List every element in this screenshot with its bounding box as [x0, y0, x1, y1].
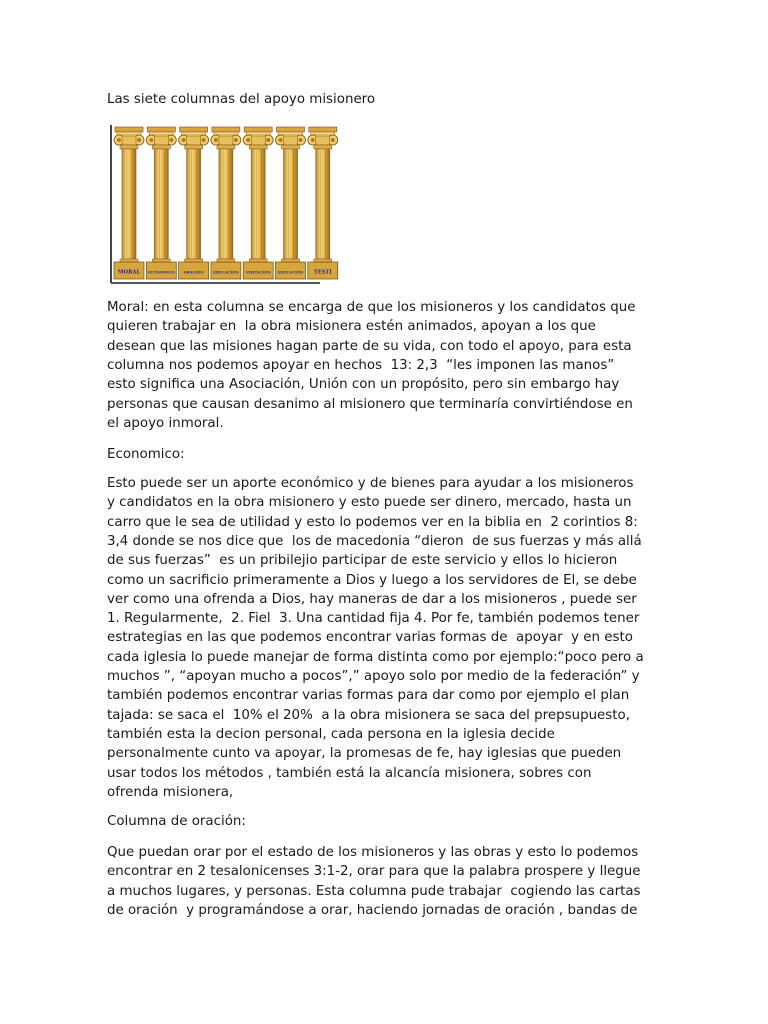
economico-line: 3,4 donde se nos dice que los de macedonia “dieron de sus fuerzas y más allá	[107, 533, 642, 549]
moral-line: el apoyo inmoral.	[107, 415, 224, 431]
economico-heading-line: Economico:	[107, 447, 185, 462]
economico-line: Esto puede ser un aporte económico y de bienes para ayudar a los misioneros	[107, 476, 634, 491]
economico-line: ver como una ofrenda a Dios, hay maneras de dar a los misioneros , puede ser	[107, 591, 637, 607]
moral-line: desean que las misiones hagan parte de su vida, con todo el apoyo, para esta	[107, 338, 632, 354]
pillar-label: EDUCACION	[277, 270, 304, 275]
economico-line: personalmente cunto va apoyar, la promesas de fe, hay iglesias que pueden	[107, 746, 622, 762]
moral-line: columna nos podemos apoyar en hechos 13: 2,3 “les imponen las manos”	[107, 357, 615, 373]
moral-line: personas que causan desanimo al misionero que terminaría convirtiéndose en	[107, 396, 633, 412]
pillar-label: MORAL	[117, 269, 141, 276]
economico-line: estrategias en las que podemos encontrar varias formas de apoyar y en esto	[107, 630, 633, 646]
pillar-label: ECONOMICO	[147, 270, 175, 275]
economico-line: también esta la decion personal, cada persona en la iglesia decide	[107, 726, 555, 742]
economico-line: también podemos encontrar varias formas para dar como por ejemplo el plan	[107, 688, 630, 704]
economico-line: muchos ”, “apoyan mucho a pocos”,” apoyo solo por medio de la federación” y	[107, 669, 640, 684]
economico-line: ofrenda misionera,	[107, 784, 234, 800]
moral-line: quieren trabajar en la obra misionera estén animados, apoyan a los que	[107, 319, 596, 335]
document-title: Las siete columnas del apoyo misionero	[107, 92, 376, 107]
moral-line: Moral: en esta columna se encarga de que los misioneros y los candidatos que	[107, 300, 636, 315]
pillar-label: ORACION	[183, 270, 204, 275]
economico-line: de sus fuerzas” es un pribilejio participar de este servicio y ellos lo hicieron	[107, 553, 618, 569]
oracion-line: de oración y programándose a orar, haciendo jornadas de oración , bandas de	[107, 902, 638, 918]
economico-line: cada iglesia lo puede manejar de forma distinta como por ejemplo:“poco pero a	[107, 649, 644, 665]
economico-line: tajada: se saca el 10% el 20% a la obra misionera se saca del prepsupuesto,	[107, 707, 630, 723]
pillar-label: EDUCACION	[213, 270, 239, 275]
oracion-line: a muchos lugares, y personas. Esta columna pude trabajar cogiendo las cartas	[107, 883, 641, 899]
oracion-line: Que puedan orar por el estado de los misioneros y las obras y esto lo podemos	[107, 845, 639, 860]
economico-line: usar todos los métodos , también está la alcancía misionera, sobres con	[107, 765, 592, 781]
economico-line: y candidatos en la obra misionero y esto puede ser dinero, mercado, hasta un	[107, 495, 632, 511]
seven-pillars-illustration	[110, 123, 332, 285]
oracion-heading-line: Columna de oración:	[107, 814, 246, 829]
pillar-label: TESTI	[313, 269, 332, 276]
pillar-label: VISITACION	[245, 270, 271, 275]
moral-line: esto significa una Asociación, Unión con un propósito, pero sin embargo hay	[107, 377, 620, 393]
economico-line: como un sacrificio primeramente a Dios y luego a los servidores de El, se debe	[107, 572, 637, 588]
economico-line: 1. Regularmente, 2. Fiel 3. Una cantidad fija 4. Por fe, también podemos tener	[107, 611, 640, 627]
economico-line: carro que le sea de utilidad y esto lo podemos ver en la biblia en 2 corintios 8:	[107, 514, 638, 530]
oracion-line: encontrar en 2 tesalonicenses 3:1-2, orar para que la palabra prospere y llegue	[107, 864, 641, 880]
